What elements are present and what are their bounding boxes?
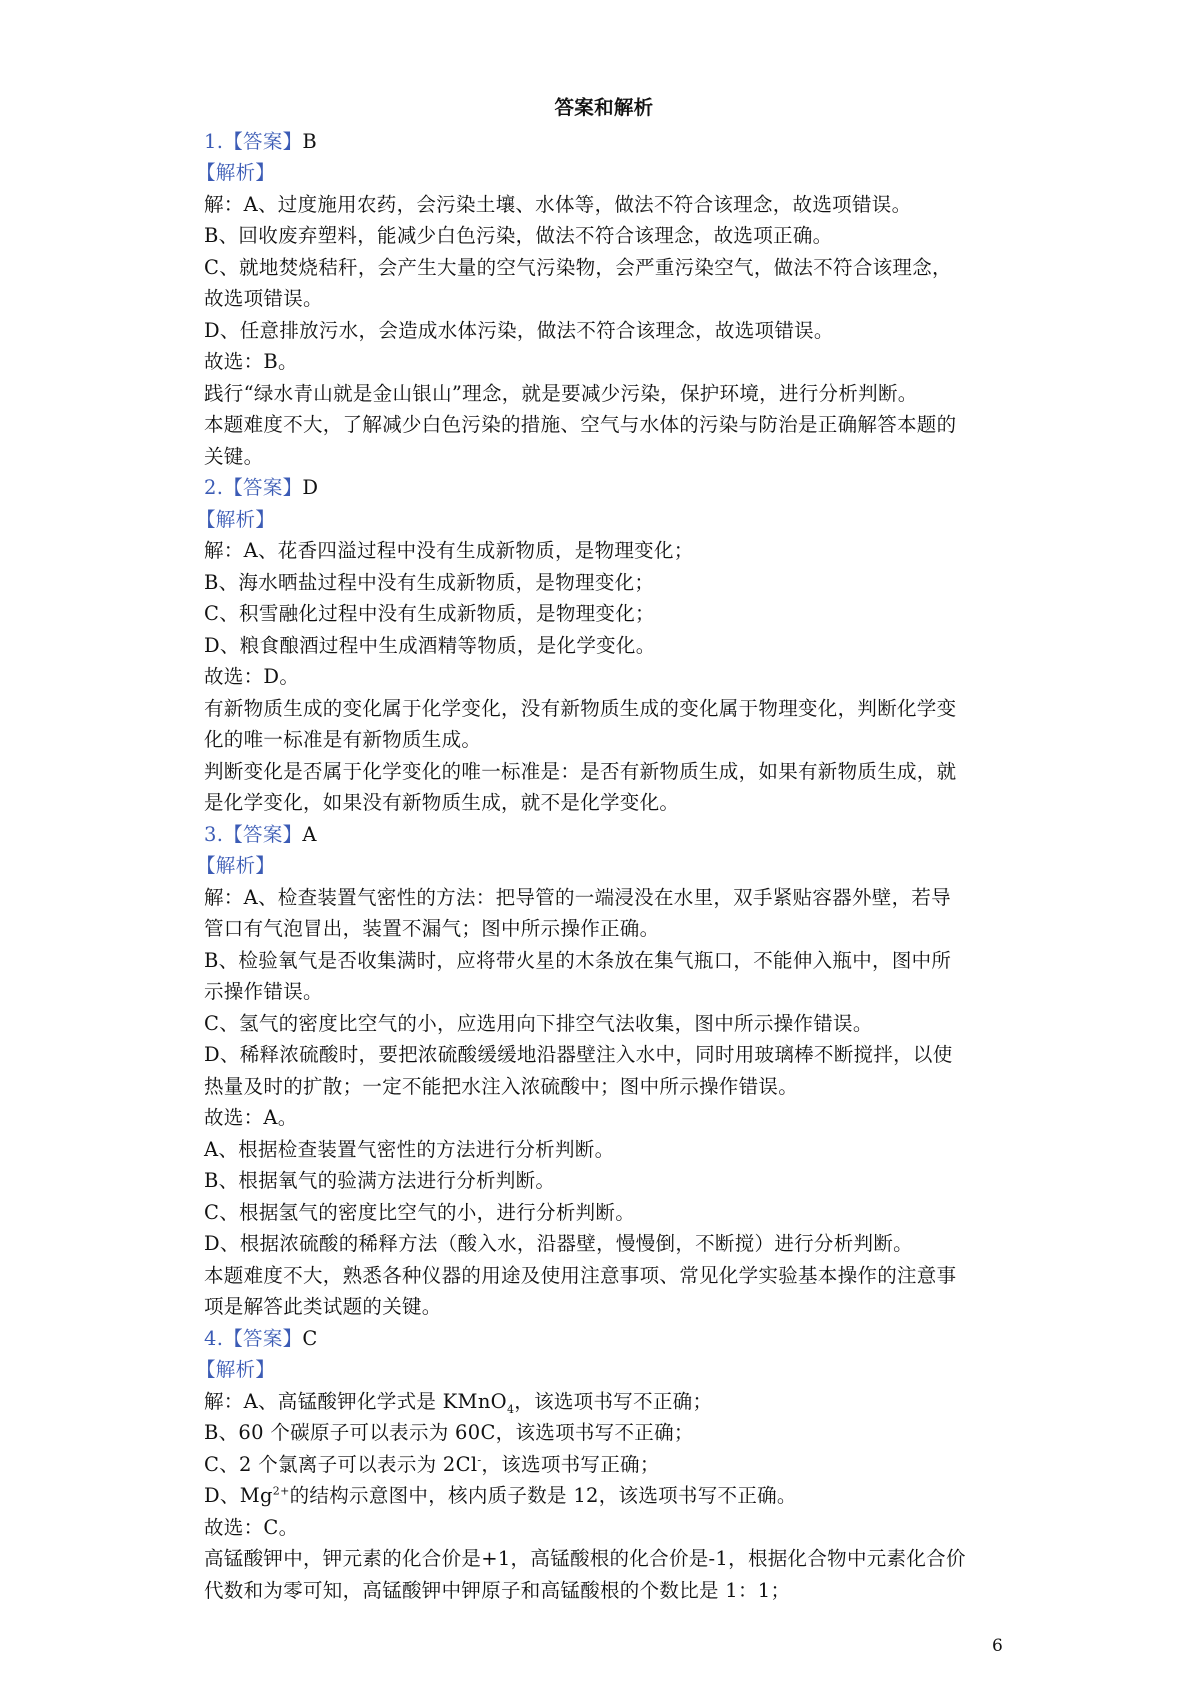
answer-value: A [302,822,317,846]
text-line: 化的唯一标准是有新物质生成。 [204,728,482,751]
text-run: 解：A、高锰酸钾化学式是 KMnO [204,1389,507,1413]
answer-label: 【答案】 [223,822,303,846]
text-line: 高锰酸钾中，钾元素的化合价是+1，高锰酸根的化合价是-1，根据化合物中元素化合价 [204,1547,966,1570]
text-line: 故选：D。 [204,665,300,688]
text-line: C、氢气的密度比空气的小，应选用向下排空气法收集，图中所示操作错误。 [204,1011,873,1035]
text-line: B、海水晒盐过程中没有生成新物质，是物理变化； [204,570,655,594]
text-line: 解：A、花香四溢过程中没有生成新物质，是物理变化； [204,539,694,562]
text-line: 判断变化是否属于化学变化的唯一标准是：是否有新物质生成，如果有新物质生成，就 [204,759,957,783]
text-line: 故选：C。 [204,1515,299,1539]
analysis-label: 【解析】 [196,1358,276,1381]
text-line: 项是解答此类试题的关键。 [204,1295,442,1318]
question-3-answer [204,819,1004,851]
question-1-answer [204,126,1004,158]
text-line: 热量及时的扩散；一定不能把水注入浓硫酸中；图中所示操作错误。 [204,1074,799,1098]
text-line: 故选：B。 [204,350,298,373]
text-line [204,1449,1004,1481]
text-line: A、根据检查装置气密性的方法进行分析判断。 [204,1137,615,1161]
text-line: B、60 个碳原子可以表示为 60C，该选项书写不正确； [204,1421,694,1444]
question-number: 4. [204,1326,224,1350]
answer-value: B [302,129,318,153]
text-run: 的结构示意图中，核内质子数是 12，该选项书写不正确。 [289,1484,797,1507]
text-line: 故选：A。 [204,1106,298,1129]
text-line: D、任意排放污水，会造成水体污染，做法不符合该理念，故选项错误。 [204,318,834,342]
text-line: B、回收废弃塑料，能减少白色污染，做法不符合该理念，故选项正确。 [204,224,833,247]
question-number: 1. [204,129,224,153]
text-line: D、根据浓硫酸的稀释方法（酸入水，沿器壁，慢慢倒，不断搅）进行分析判断。 [204,1232,913,1255]
question-number: 3. [204,822,224,846]
document-content [196,92,1004,1606]
question-4-answer [204,1323,1004,1355]
text-line: D、稀释浓硫酸时，要把浓硫酸缓缓地沿器壁注入水中，同时用玻璃棒不断搅拌，以使 [204,1043,953,1066]
text-line: B、检验氧气是否收集满时，应将带火星的木条放在集气瓶口，不能伸入瓶中，图中所 [204,948,952,972]
text-line: 有新物质生成的变化属于化学变化，没有新物质生成的变化属于物理变化，判断化学变 [204,696,957,720]
text-line: 本题难度不大，了解减少白色污染的措施、空气与水体的污染与防治是正确解答本题的 [204,413,957,436]
answer-label: 【答案】 [223,476,303,499]
text-line: 解：A、检查装置气密性的方法：把导管的一端浸没在水里，双手紧贴容器外壁，若导 [204,885,951,909]
text-line: 践行“绿水青山就是金山银山”理念，就是要减少污染，保护环境，进行分析判断。 [204,381,918,405]
page-title: 答案和解析 [554,96,654,119]
text-run: C、2 个氯离子可以表示为 2Cl [204,1452,478,1476]
text-run: ，该选项书写正确； [481,1452,660,1476]
answer-label: 【答案】 [223,1326,303,1350]
text-line [204,1480,1004,1512]
text-line [204,1386,1004,1418]
superscript: - [477,1453,482,1466]
text-line: C、根据氢气的密度比空气的小，进行分析判断。 [204,1200,636,1224]
text-line: 故选项错误。 [204,287,323,310]
text-run: D、Mg [204,1484,273,1507]
answer-label: 【答案】 [223,129,303,153]
text-line: 代数和为零可知，高锰酸钾中钾原子和高锰酸根的个数比是 1：1； [204,1578,791,1602]
question-number: 2. [204,476,224,499]
text-line: 解：A、过度施用农药，会污染土壤、水体等，做法不符合该理念，故选项错误。 [204,192,912,216]
text-run: ，该选项书写不正确； [514,1389,713,1413]
answer-value: C [302,1326,318,1350]
question-2-answer [204,472,1004,504]
text-line: 关键。 [204,444,264,468]
answer-value: D [302,476,319,499]
text-line: C、就地焚烧秸秆，会产生大量的空气污染物，会严重污染空气，做法不符合该理念， [204,255,952,279]
analysis-label: 【解析】 [196,507,276,531]
text-line: 示操作错误。 [204,980,323,1003]
text-line: B、根据氧气的验满方法进行分析判断。 [204,1169,556,1192]
analysis-label: 【解析】 [196,161,276,184]
text-line: 本题难度不大，熟悉各种仪器的用途及使用注意事项、常见化学实验基本操作的注意事 [204,1263,957,1287]
text-line: C、积雪融化过程中没有生成新物质，是物理变化； [204,602,655,625]
text-line: 是化学变化，如果没有新物质生成，就不是化学变化。 [204,791,680,814]
analysis-label: 【解析】 [196,854,276,877]
text-line: 管口有气泡冒出，装置不漏气；图中所示操作正确。 [204,917,660,940]
text-line: D、粮食酿酒过程中生成酒精等物质，是化学变化。 [204,633,656,657]
superscript: 2+ [272,1484,290,1498]
subscript: 4 [506,1402,515,1416]
page-number: 6 [992,1636,1003,1656]
